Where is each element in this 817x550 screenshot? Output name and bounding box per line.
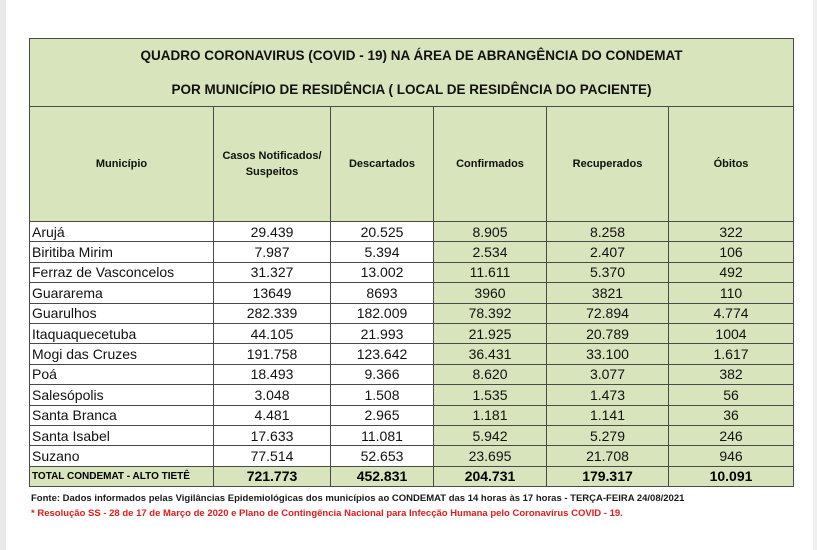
cell-municipio: Ferraz de Vasconcelos — [30, 262, 214, 282]
table-row — [30, 242, 794, 262]
table-row — [30, 344, 794, 364]
covid-table — [29, 38, 794, 487]
cell-descartados: 1.508 — [331, 385, 434, 405]
total-casos: 721.773 — [214, 466, 331, 486]
cell-casos: 4.481 — [214, 405, 331, 425]
cell-casos: 282.339 — [214, 303, 331, 323]
cell-descartados: 9.366 — [331, 364, 434, 384]
cell-recuperados: 5.279 — [547, 425, 669, 445]
cell-municipio: Arujá — [30, 222, 214, 242]
cell-confirmados: 8.905 — [434, 222, 547, 242]
header-obitos: Óbitos — [669, 107, 794, 222]
resolution-footnote: * Resolução SS - 28 de 17 de Março de 2020 e Plano de Contingência Nacional para Infecção Humana pelo Coronavírus COVID - 19. — [31, 508, 623, 519]
cell-municipio: Salesópolis — [30, 385, 214, 405]
header-municipio: Município — [30, 107, 214, 222]
title-row-2 — [30, 73, 794, 107]
header-casos: Casos Notificados/ Suspeitos — [214, 107, 331, 222]
header-recuperados: Recuperados — [547, 107, 669, 222]
cell-descartados: 5.394 — [331, 242, 434, 262]
cell-recuperados: 20.789 — [547, 323, 669, 343]
cell-casos: 44.105 — [214, 323, 331, 343]
cell-confirmados: 2.534 — [434, 242, 547, 262]
total-row — [30, 466, 794, 486]
cell-casos: 3.048 — [214, 385, 331, 405]
cell-confirmados: 3960 — [434, 283, 547, 303]
cell-confirmados: 23.695 — [434, 446, 547, 466]
table-row — [30, 283, 794, 303]
cell-recuperados: 21.708 — [547, 446, 669, 466]
cell-obitos: 246 — [669, 425, 794, 445]
right-frame-edge — [813, 0, 817, 550]
cell-recuperados: 1.141 — [547, 405, 669, 425]
cell-recuperados: 1.473 — [547, 385, 669, 405]
table-body — [30, 222, 794, 467]
table-row — [30, 446, 794, 466]
table-row — [30, 385, 794, 405]
cell-municipio: Suzano — [30, 446, 214, 466]
table-subtitle: POR MUNICÍPIO DE RESIDÊNCIA ( LOCAL DE RESIDÊNCIA DO PACIENTE) — [30, 73, 794, 107]
cell-obitos: 36 — [669, 405, 794, 425]
cell-confirmados: 5.942 — [434, 425, 547, 445]
header-descartados: Descartados — [331, 107, 434, 222]
total-confirmados: 204.731 — [434, 466, 547, 486]
cell-recuperados: 2.407 — [547, 242, 669, 262]
cell-obitos: 106 — [669, 242, 794, 262]
cell-obitos: 382 — [669, 364, 794, 384]
cell-obitos: 110 — [669, 283, 794, 303]
cell-municipio: Poá — [30, 364, 214, 384]
cell-municipio: Biritiba Mirim — [30, 242, 214, 262]
cell-descartados: 13.002 — [331, 262, 434, 282]
cell-confirmados: 36.431 — [434, 344, 547, 364]
cell-municipio: Santa Branca — [30, 405, 214, 425]
cell-obitos: 1004 — [669, 323, 794, 343]
cell-confirmados: 21.925 — [434, 323, 547, 343]
cell-confirmados: 1.535 — [434, 385, 547, 405]
table-row — [30, 323, 794, 343]
table-row — [30, 425, 794, 445]
cell-recuperados: 3821 — [547, 283, 669, 303]
title-row-1 — [30, 39, 794, 73]
total-obitos: 10.091 — [669, 466, 794, 486]
cell-descartados: 21.993 — [331, 323, 434, 343]
left-frame-edge — [0, 0, 6, 550]
cell-casos: 13649 — [214, 283, 331, 303]
cell-municipio: Santa Isabel — [30, 425, 214, 445]
table-row — [30, 405, 794, 425]
total-recuperados: 179.317 — [547, 466, 669, 486]
cell-obitos: 1.617 — [669, 344, 794, 364]
table-row — [30, 222, 794, 242]
cell-recuperados: 3.077 — [547, 364, 669, 384]
cell-casos: 31.327 — [214, 262, 331, 282]
cell-confirmados: 8.620 — [434, 364, 547, 384]
cell-municipio: Mogi das Cruzes — [30, 344, 214, 364]
cell-recuperados: 8.258 — [547, 222, 669, 242]
cell-confirmados: 11.611 — [434, 262, 547, 282]
cell-obitos: 946 — [669, 446, 794, 466]
cell-descartados: 11.081 — [331, 425, 434, 445]
header-confirmados: Confirmados — [434, 107, 547, 222]
cell-obitos: 56 — [669, 385, 794, 405]
table-row — [30, 262, 794, 282]
table-row — [30, 303, 794, 323]
cell-municipio: Guararema — [30, 283, 214, 303]
table-title: QUADRO CORONAVIRUS (COVID - 19) NA ÁREA DE ABRANGÊNCIA DO CONDEMAT — [30, 39, 794, 73]
cell-descartados: 123.642 — [331, 344, 434, 364]
table-row — [30, 364, 794, 384]
cell-municipio: Guarulhos — [30, 303, 214, 323]
cell-obitos: 4.774 — [669, 303, 794, 323]
cell-casos: 77.514 — [214, 446, 331, 466]
cell-casos: 18.493 — [214, 364, 331, 384]
cell-recuperados: 72.894 — [547, 303, 669, 323]
cell-casos: 17.633 — [214, 425, 331, 445]
cell-recuperados: 5.370 — [547, 262, 669, 282]
cell-confirmados: 78.392 — [434, 303, 547, 323]
cell-descartados: 8693 — [331, 283, 434, 303]
cell-recuperados: 33.100 — [547, 344, 669, 364]
cell-descartados: 20.525 — [331, 222, 434, 242]
cell-obitos: 322 — [669, 222, 794, 242]
cell-municipio: Itaquaquecetuba — [30, 323, 214, 343]
cell-confirmados: 1.181 — [434, 405, 547, 425]
cell-obitos: 492 — [669, 262, 794, 282]
cell-casos: 191.758 — [214, 344, 331, 364]
cell-descartados: 182.009 — [331, 303, 434, 323]
cell-casos: 7.987 — [214, 242, 331, 262]
cell-descartados: 52.653 — [331, 446, 434, 466]
total-label: TOTAL CONDEMAT - ALTO TIETÊ — [30, 466, 214, 486]
source-footnote: Fonte: Dados informados pelas Vigilâncias Epidemiológicas dos municípios ao CONDEMAT das 14 horas às 17 horas - TERÇA-FEIRA 24/08/2021 — [31, 493, 685, 504]
cell-casos: 29.439 — [214, 222, 331, 242]
cell-descartados: 2.965 — [331, 405, 434, 425]
total-descartados: 452.831 — [331, 466, 434, 486]
header-row — [30, 107, 794, 222]
